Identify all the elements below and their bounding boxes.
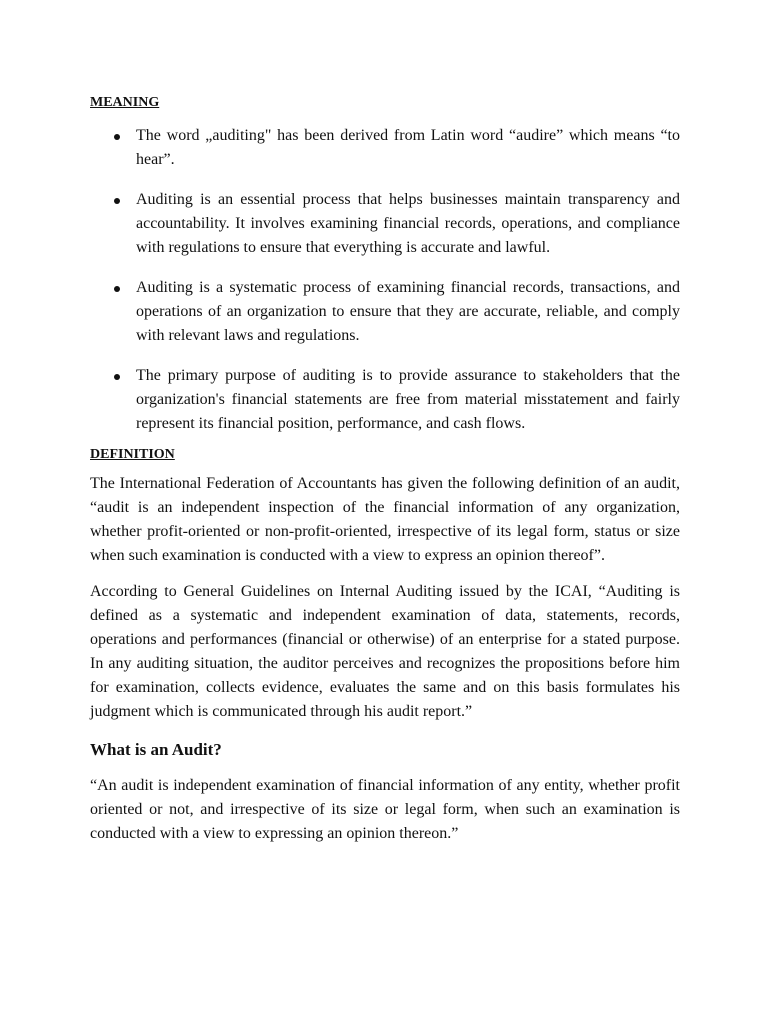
bullet-icon [114,286,120,292]
what-is-audit-paragraph: “An audit is independent examination of financial information of any entity, whether profit oriented or not, and irrespective of its size or legal form, when such an examination is conducted with a view to expressing an opinion thereon.” [90,777,680,842]
what-is-audit-heading: What is an Audit? [90,740,222,759]
bullet-text: Auditing is a systematic process of examining financial records, transactions, and operations of an organization to ensure that they are accurate, reliable, and comply with relevant laws and regulations. [136,279,680,344]
definition-paragraph-icai: According to General Guidelines on Internal Auditing issued by the ICAI, “Auditing is defined as a systematic and independent examination of data, statements, records, operations and performances (financial or otherwise) of an enterprise for a stated purpose. In any auditing situation, the auditor perceives and recognizes the propositions before him for examination, collects evidence, evaluates the same and on this basis formulates his judgment which is communicated through his audit report.” [90,583,680,720]
bullet-text: Auditing is an essential process that helps businesses maintain transparency and accountability. It involves examining financial records, operations, and compliance with regulations to ensure that everything is accurate and lawful. [136,191,680,256]
bullet-icon [114,374,120,380]
list-item [90,364,680,436]
bullet-icon [114,198,120,204]
list-item [90,276,680,348]
meaning-heading: MEANING [90,95,160,110]
list-item [90,188,680,260]
bullet-text: The primary purpose of auditing is to provide assurance to stakeholders that the organization's financial statements are free from material misstatement and fairly represent its financial position, performance, and cash flows. [136,367,680,432]
definition-heading: DEFINITION [90,447,175,462]
bullet-icon [114,134,120,140]
meaning-bullet-list [90,124,680,436]
list-item [90,124,680,172]
bullet-text: The word „auditing" has been derived from Latin word “audire” which means “to hear”. [136,127,680,168]
document-page [90,94,680,858]
definition-paragraph-ifac: The International Federation of Accountants has given the following definition of an audit, “audit is an independent inspection of the financial information of any organization, whether profit-oriented or non-profit-oriented, irrespective of its legal form, status or size when such examination is conducted with a view to express an opinion thereof”. [90,475,680,564]
